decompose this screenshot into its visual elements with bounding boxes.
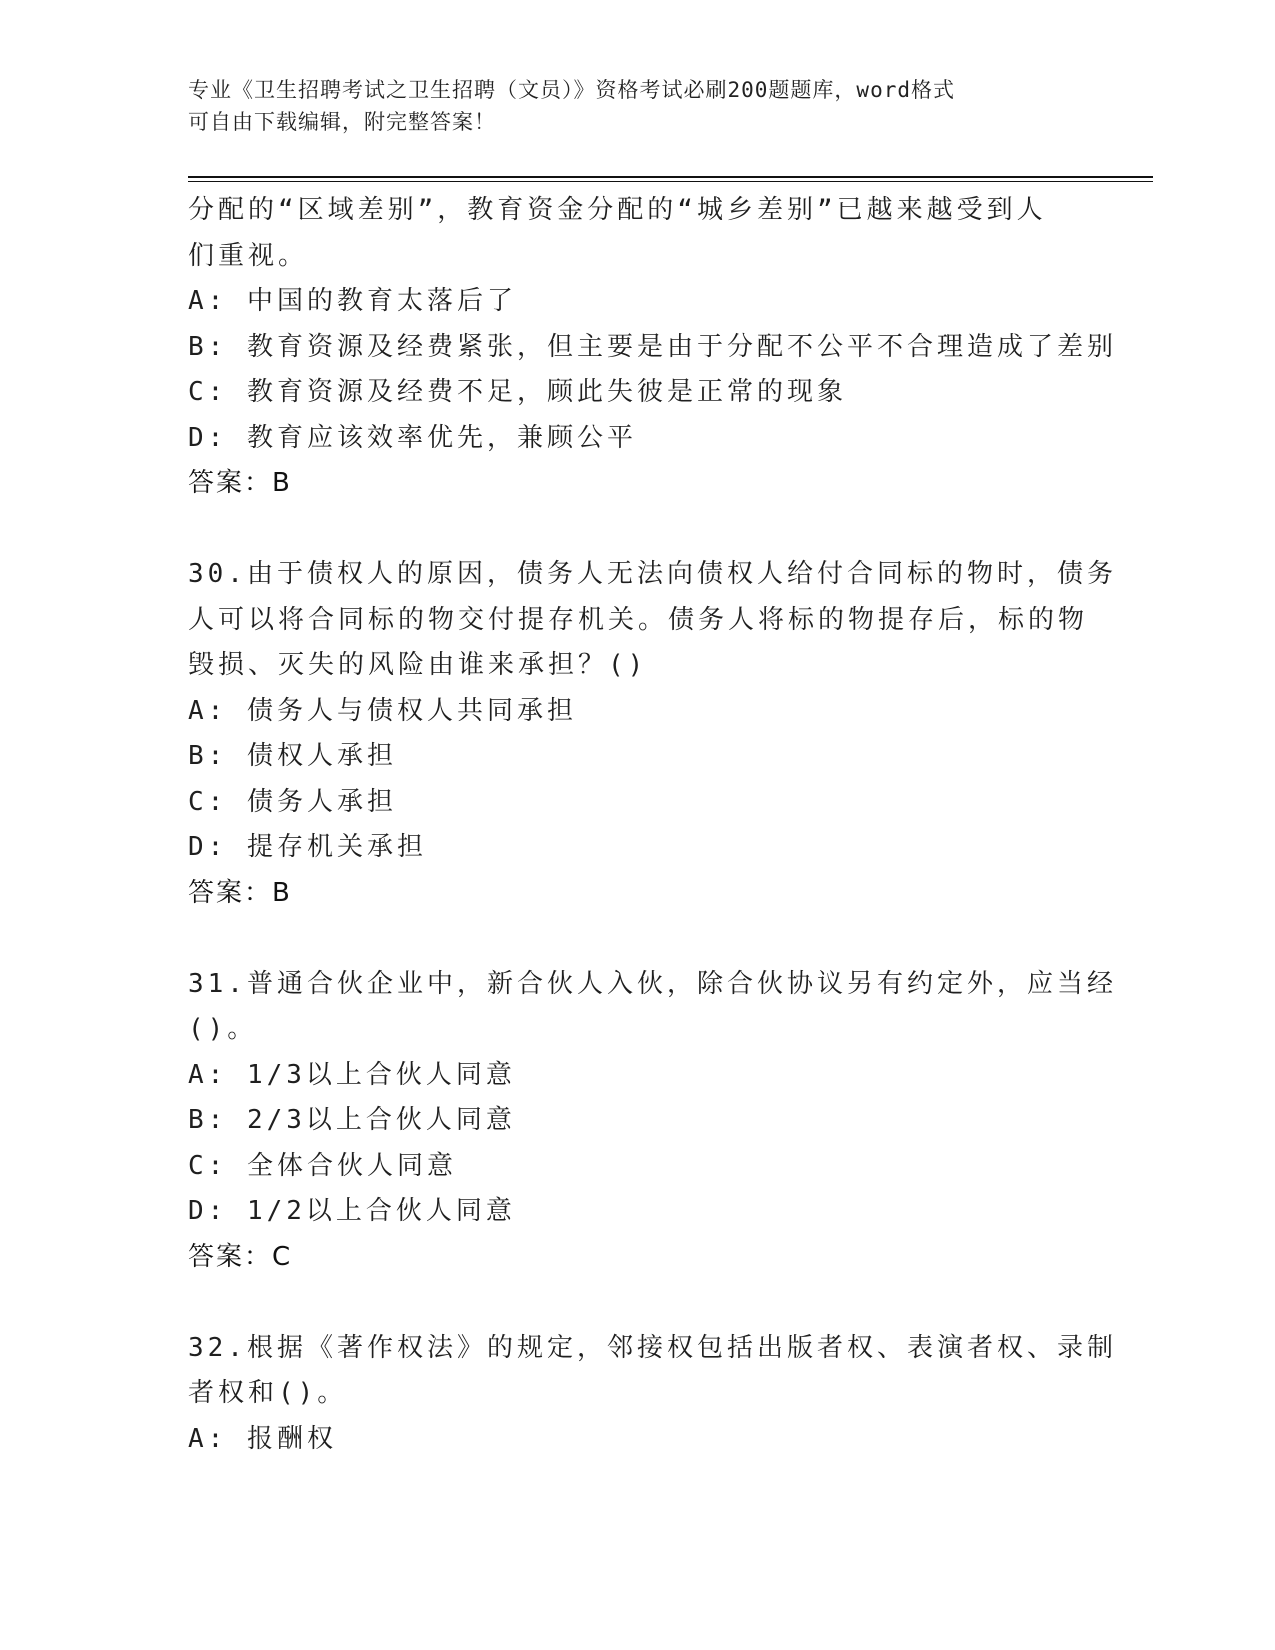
option-d: D: 1/2以上合伙人同意 [188,1196,516,1226]
question-31 [188,962,1117,1281]
spacer [188,916,1088,962]
header-divider-thick [188,176,1153,178]
answer: 答案：C [188,1241,293,1272]
document-header [188,74,1068,138]
answer: 答案：B [188,468,292,498]
header-title-line-1: 专业《卫生招聘考试之卫生招聘（文员）》资格考试必刷200题题库，word格式 [188,78,955,102]
question-text-line: 32.根据《著作权法》的规定，邻接权包括出版者权、表演者权、录制 [188,1332,1117,1363]
spacer [188,507,1088,553]
header-title-line-2: 可自由下载编辑，附完整答案！ [188,110,496,134]
question-text-line: 人可以将合同标的物交付提存机关。债务人将标的物提存后，标的物 [188,604,1089,635]
question-text-line: 分配的“区域差别”，教育资金分配的“城乡差别”已越来越受到人 [188,195,1047,225]
option-a: A: 1/3以上合伙人同意 [188,1059,516,1090]
option-b: B: 教育资源及经费紧张，但主要是由于分配不公平不合理造成了差别 [188,331,1117,362]
option-d: D: 教育应该效率优先，兼顾公平 [188,422,637,453]
question-text-line: 30.由于债权人的原因，债务人无法向债权人给付合同标的物时，债务 [188,559,1117,589]
spacer [188,1280,1088,1326]
option-a: A: 报酬权 [188,1423,337,1454]
option-b: B: 2/3以上合伙人同意 [188,1105,516,1135]
option-a: A: 中国的教育太落后了 [188,286,517,316]
option-a: A: 债务人与债权人共同承担 [188,695,577,726]
option-c: C: 教育资源及经费不足，顾此失彼是正常的现象 [188,377,847,407]
question-30 [188,552,1117,916]
option-c: C: 债务人承担 [188,786,397,817]
option-b: B: 债权人承担 [188,741,397,771]
option-c: C: 全体合伙人同意 [188,1150,457,1181]
question-content [188,188,1117,1462]
question-29 [188,188,1117,507]
question-text-line: ()。 [188,1014,258,1044]
answer: 答案：B [188,877,292,908]
header-divider-thin [188,181,1153,182]
question-text-line: 者权和()。 [188,1378,348,1408]
question-32 [188,1326,1117,1463]
question-text-line: 31.普通合伙企业中，新合伙人入伙，除合伙协议另有约定外，应当经 [188,968,1117,999]
question-text-line: 们重视。 [188,240,309,271]
option-d: D: 提存机关承担 [188,832,427,862]
question-text-line: 毁损、灭失的风险由谁来承担？() [188,650,648,680]
